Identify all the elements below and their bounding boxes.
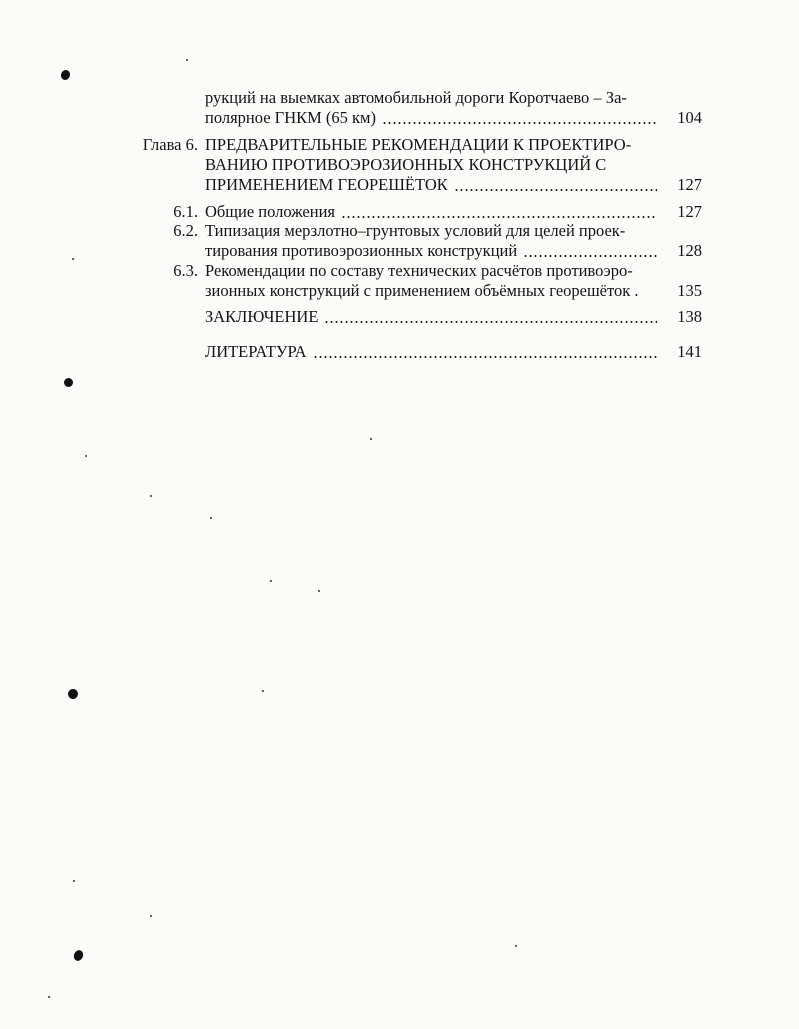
toc-entry-line [205, 108, 657, 128]
scan-speck [270, 580, 272, 582]
toc-entry-line [205, 241, 657, 261]
toc-entry-line: зионных конструкций с применением объёмных георешёток . [205, 281, 639, 300]
section-label: 6.3. [173, 261, 198, 280]
dot-leader [382, 122, 657, 124]
toc-entry-line: Рекомендации по составу технических расчётов противоэро- [205, 261, 633, 280]
scan-speck [73, 880, 75, 882]
page-number: 141 [677, 342, 702, 361]
dot-leader [324, 321, 657, 323]
toc-entry-text: ЛИТЕРАТУРА [205, 342, 307, 361]
scan-speck [515, 945, 517, 947]
dot-leader [341, 216, 657, 218]
page-number: 104 [677, 108, 702, 127]
scan-speck [150, 915, 152, 917]
chapter-title-line [205, 175, 657, 195]
page-number: 135 [677, 281, 702, 300]
toc-entry-text: ПРИМЕНЕНИЕМ ГЕОРЕШЁТОК [205, 175, 448, 194]
chapter-label: Глава 6. [142, 135, 198, 154]
dot-leader [313, 356, 657, 358]
chapter-title-line: ВАНИЮ ПРОТИВОЭРОЗИОННЫХ КОНСТРУКЦИЙ С [205, 155, 607, 174]
scan-speck [262, 690, 264, 692]
scan-speck [318, 590, 320, 592]
scan-blot [60, 69, 72, 81]
toc-entry-line: Типизация мерзлотно–грунтовых условий для целей проек- [205, 221, 626, 240]
page-number: 138 [677, 307, 702, 326]
scan-speck [72, 258, 74, 260]
scan-blot [64, 378, 73, 387]
dot-leader [454, 189, 657, 191]
toc-entry-text: Общие положения [205, 202, 335, 221]
page-number: 127 [677, 175, 702, 194]
scan-speck [150, 495, 152, 497]
toc-entry-text: тирования противоэрозионных конструкций [205, 241, 518, 260]
toc-entry-text: полярное ГНКМ (65 км) [205, 108, 376, 127]
toc-entry-text: ЗАКЛЮЧЕНИЕ [205, 307, 319, 326]
scan-speck [210, 517, 212, 519]
toc-entry-line [205, 307, 657, 327]
scan-blot [72, 949, 85, 963]
chapter-title-line: ПРЕДВАРИТЕЛЬНЫЕ РЕКОМЕНДАЦИИ К ПРОЕКТИРО- [205, 135, 632, 154]
section-label: 6.2. [173, 221, 198, 240]
scan-blot [67, 688, 79, 700]
scan-speck [85, 455, 87, 457]
page-number: 127 [677, 202, 702, 221]
toc-entry-line [205, 342, 657, 362]
toc-entry-line: рукций на выемках автомобильной дороги Коротчаево – За- [205, 88, 627, 107]
page-number: 128 [677, 241, 702, 260]
scan-speck [186, 59, 188, 61]
toc-entry-line [205, 202, 657, 222]
dot-leader [523, 255, 657, 257]
section-label: 6.1. [173, 202, 198, 221]
scan-speck [48, 996, 50, 998]
scan-speck [370, 438, 372, 440]
